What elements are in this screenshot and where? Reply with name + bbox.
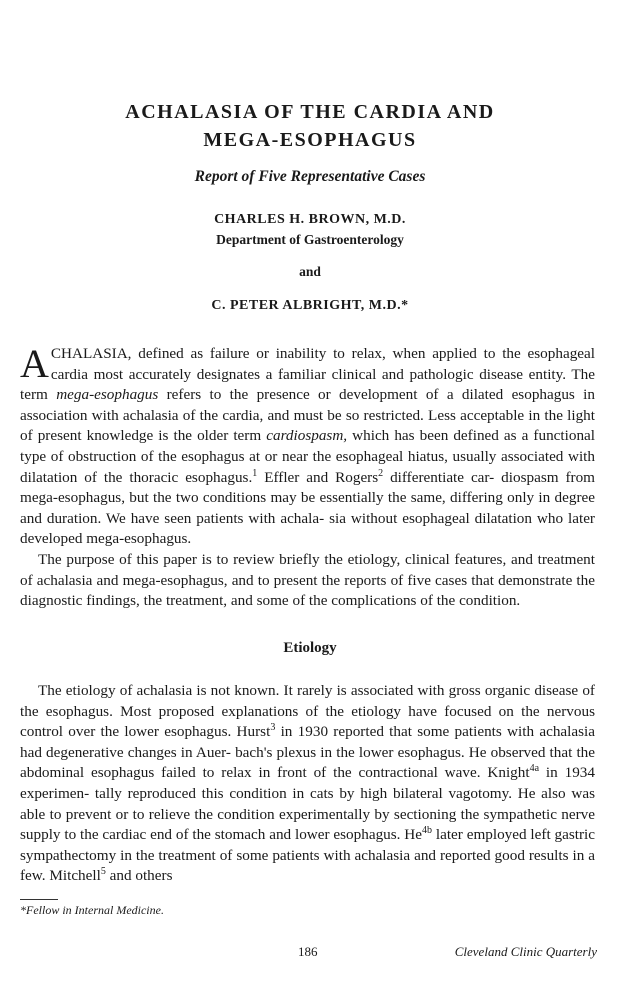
author-conjunction: and — [299, 264, 321, 279]
author-secondary: C. PETER ALBRIGHT, M.D.* — [211, 298, 409, 313]
text-run: later employed left gastric sympathectomy in the treatment of some patients with achalasia and reported good results in a few. Mitchell — [20, 826, 595, 885]
etiology-paragraph — [20, 681, 595, 887]
text-run: refers to the presence or development of a dilated esophagus in association with achalasia of the cardia, and must be so restricted. Less acceptable in the light of present knowledge is the older term — [20, 386, 595, 445]
term-mega-esophagus: mega-esophagus — [56, 386, 159, 404]
footnote-divider — [20, 899, 58, 900]
etiology-section — [20, 681, 595, 887]
reference-marker: 4a — [529, 763, 540, 775]
section-heading-etiology: Etiology — [283, 640, 337, 656]
title-line-2: MEGA-ESOPHAGUS — [203, 129, 417, 151]
text-run: in 1934 experimen- tally reproduced this condition in cats by high bilateral vagotomy. He also was able to prevent or to relieve the condition experimentally by sectioning the sympathetic nerve supply to the cardiac end of the stomach and lower esophagus. He — [20, 764, 595, 844]
text-run: CHALASIA, defined as failure or inability to relax, when applied to the esophageal cardia most accurately designates a familiar clinical and pathologic disease entity. The term — [20, 345, 595, 404]
author-department: Department of Gastroenterology — [216, 232, 404, 247]
intro-paragraph-1 — [20, 341, 595, 550]
text-run: Effler and Rogers — [257, 468, 379, 486]
reference-marker: 3 — [270, 722, 276, 734]
page-number: 186 — [298, 944, 318, 959]
text-run: and others — [105, 867, 173, 885]
text-run: in 1930 reported that some patients with achalasia had degenerative changes in Auer- bach's plexus in the lower esophagus. He observed that the abdominal esophagus failed to relax in front of the contractional wave. Knight — [20, 723, 595, 782]
article-subtitle: Report of Five Representative Cases — [194, 168, 426, 185]
journal-name: Cleveland Clinic Quarterly — [454, 944, 597, 959]
title-line-1: ACHALASIA OF THE CARDIA AND — [125, 101, 495, 123]
footnote: *Fellow in Internal Medicine. — [20, 903, 164, 917]
text-run: which has been defined as a functional type of obstruction of the esophagus at or near the esophageal hiatus, usually associated with dilatation of the thoracic esophagus. — [20, 427, 595, 486]
reference-marker: 4b — [422, 825, 433, 837]
reference-marker: 1 — [252, 467, 258, 479]
author-primary: CHARLES H. BROWN, M.D. — [214, 212, 406, 227]
reference-marker: 2 — [378, 467, 384, 479]
reference-marker: 5 — [100, 866, 106, 878]
drop-cap: A — [20, 341, 49, 386]
intro-section — [20, 341, 595, 612]
text-run: differentiate car- diospasm from mega-esophagus, but the two conditions may be essentially the same, differing only in degree and duration. We have seen patients with achala- sia without esophageal dilatation who later developed mega-esophagus. — [20, 468, 595, 548]
article-title — [0, 98, 620, 154]
intro-paragraph-2: The purpose of this paper is to review briefly the etiology, clinical features, and treatment of achalasia and mega-esophagus, and to present the reports of five cases that demonstrate the diagnostic findings, the treatment, and some of the complications of the condition. — [20, 550, 595, 610]
term-cardiospasm: cardiospasm, — [266, 427, 348, 445]
text-run: The etiology of achalasia is not known. It rarely is associated with gross organic disease of the esophagus. Most proposed explanations of the etiology have focused on the nervous control over the lower esophagus. Hurst — [20, 682, 595, 741]
